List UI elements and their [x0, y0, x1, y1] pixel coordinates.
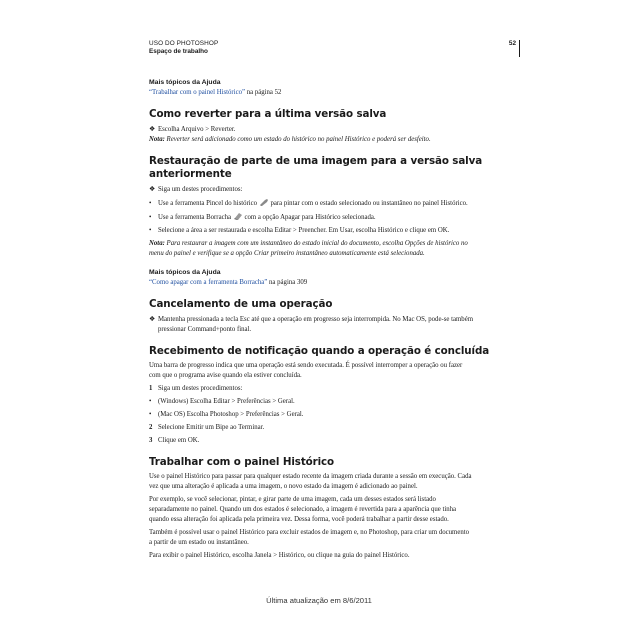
history-brush-tool-icon — [259, 198, 269, 206]
list-text: (Mac OS) Escolha Photoshop > Preferências > Geral. — [158, 411, 304, 418]
numbered-step-2 — [149, 423, 521, 433]
step-text: Selecione Emitir um Bipe ao Terminar. — [158, 424, 265, 431]
help-link-eraser[interactable]: “Como apagar com a ferramenta Borracha” — [149, 279, 268, 286]
list-item-windows — [149, 397, 521, 407]
eraser-tool-icon — [233, 212, 243, 220]
document-body — [149, 78, 521, 561]
note-text: Reverter será adicionado como um estado do histórico no painel Histórico e poderá ser desfeito. — [164, 136, 431, 143]
bullet-icon: • — [149, 227, 152, 234]
note-revert — [149, 135, 521, 145]
para-notify-1: Uma barra de progresso indica que uma operação está sendo executada. É possível interromper a operação ou fazer — [149, 362, 463, 369]
list-text-cont: com a opção Apagar para Histórico selecionada. — [244, 214, 376, 221]
note-text: Para restaurar a imagem com um instantâneo do estado inicial do documento, escolha Opções de histórico no — [164, 240, 468, 247]
para-history-4: Para exibir o painel Histórico, escolha Janela > Histórico, ou clique na guia do painel Histórico. — [149, 552, 410, 559]
bullet-icon: • — [149, 214, 152, 221]
step-restore-intro — [149, 185, 521, 195]
list-item-fill — [149, 226, 521, 236]
list-text: Use a ferramenta Pincel do histórico — [158, 200, 258, 207]
list-item-history-brush — [149, 198, 521, 209]
step-cancel-1 — [149, 315, 521, 325]
step-revert — [149, 125, 521, 135]
note-restore-1 — [149, 239, 521, 249]
help-link-line-1 — [149, 88, 521, 98]
step-text: Clique em OK. — [158, 437, 200, 444]
step-marker-icon: ❖ — [149, 126, 156, 133]
para-history-2a: Por exemplo, se você selecionar, pintar, e girar parte de uma imagem, cada um desses estados será listado — [149, 496, 436, 503]
step-number: 2 — [149, 424, 153, 431]
list-text: Selecione a área a ser restaurada e escolha Editar > Preencher. Em Usar, escolha Histórico e clique em OK. — [158, 227, 450, 234]
section-title-cancel: Cancelamento de uma operação — [149, 298, 333, 310]
note-label: Nota: — [149, 136, 165, 143]
step-text: Escolha Arquivo > Reverter. — [158, 126, 236, 133]
footer-last-updated: Última atualização em 8/6/2011 — [266, 596, 372, 605]
help-topics-heading-1: Mais tópicos da Ajuda — [149, 79, 221, 86]
step-number: 3 — [149, 437, 153, 444]
step-marker-icon: ❖ — [149, 316, 156, 323]
section-title-history: Trabalhar com o painel Histórico — [149, 456, 334, 468]
header-subtitle: Espaço de trabalho — [149, 48, 208, 55]
para-history-3a: Também é possível usar o painel Histórico para excluir estados de imagem e, no Photoshop, para criar um documento — [149, 529, 470, 536]
para-notify-2: com que o programa avise quando ela estiver concluída. — [149, 372, 302, 379]
list-text-cont: para pintar com o estado selecionado ou instantâneo no painel Histórico. — [270, 200, 468, 207]
note-label: Nota: — [149, 240, 165, 247]
numbered-step-3 — [149, 436, 521, 446]
step-text: Siga um destes procedimentos: — [158, 385, 243, 392]
help-topics-heading-2: Mais tópicos da Ajuda — [149, 269, 221, 276]
list-text: (Windows) Escolha Editar > Preferências > Geral. — [158, 398, 295, 405]
help-link-suffix: na página 52 — [245, 89, 282, 96]
list-item-eraser — [149, 212, 521, 223]
para-history-2b: separadamente no painel. Quando um dos estados é selecionado, a imagem é revertida para a aparência que tinha — [149, 506, 457, 513]
step-marker-icon: ❖ — [149, 186, 156, 193]
list-text: Use a ferramenta Borracha — [158, 214, 232, 221]
section-title-notify: Recebimento de notificação quando a operação é concluída — [149, 345, 490, 357]
step-text: Mantenha pressionada a tecla Esc até que a operação em progresso seja interrompida. No Mac OS, pode-se também — [158, 316, 473, 323]
header-title: USO DO PHOTOSHOP — [149, 40, 219, 47]
bullet-icon: • — [149, 200, 152, 207]
list-item-mac — [149, 410, 521, 420]
note-restore-2: menu do painel e verifique se a opção Criar primeiro instantâneo automaticamente está selecionada. — [149, 250, 425, 257]
bullet-icon: • — [149, 411, 152, 418]
para-history-1b: vez que uma alteração é aplicada a uma imagem, o novo estado da imagem é adicionado ao painel. — [149, 483, 418, 490]
step-number: 1 — [149, 385, 153, 392]
numbered-step-1 — [149, 384, 521, 394]
help-link-suffix: na página 309 — [267, 279, 308, 286]
section-title-restore: Restauração de parte de uma imagem para a versão salva anteriormente — [149, 155, 483, 180]
help-link-history-panel[interactable]: “Trabalhar com o painel Histórico” — [149, 89, 246, 96]
section-title-revert: Como reverter para a última versão salva — [149, 108, 387, 120]
para-history-2c: quando essa alteração foi aplicada pela primeira vez. Dessa forma, você poderá trabalhar a partir desse estado. — [149, 516, 449, 523]
page-number: 52 — [500, 40, 520, 57]
bullet-icon: • — [149, 398, 152, 405]
para-history-3b: a partir de um estado ou instantâneo. — [149, 539, 249, 546]
para-history-1a: Use o painel Histórico para passar para qualquer estado recente da imagem criada durante a sessão em execução. Cada — [149, 473, 472, 480]
running-header — [149, 40, 218, 56]
step-text: Siga um destes procedimentos: — [158, 186, 243, 193]
help-link-line-2 — [149, 278, 521, 288]
step-cancel-2: pressionar Command+ponto final. — [158, 326, 252, 333]
